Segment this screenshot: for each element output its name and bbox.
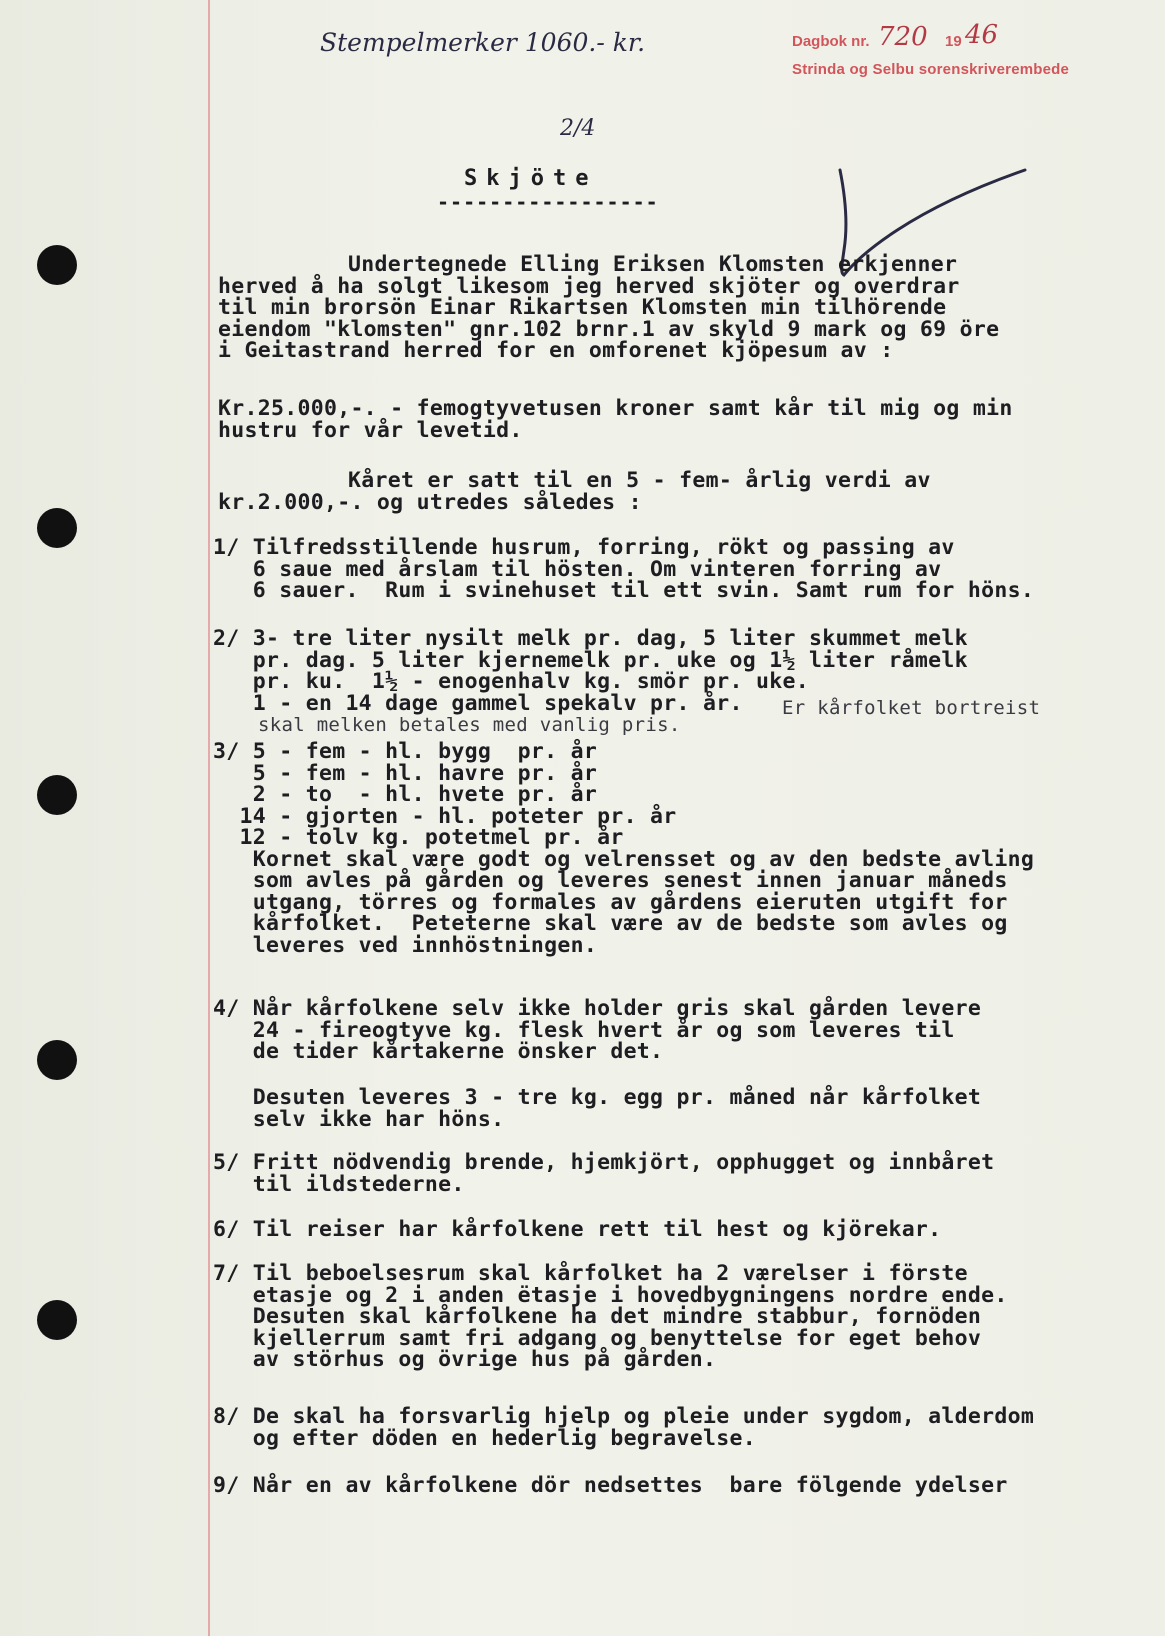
- item-3-line: Kornet skal være godt og velrensset og av den bedste avling: [213, 846, 1035, 872]
- item-7-line: Desuten skal kårfolkene ha det mindre stabbur, fornöden: [213, 1304, 982, 1329]
- kar-intro-line: Kåret er satt til en 5 - fem- årlig verdi av: [348, 468, 931, 493]
- item-5-line: til ildstederne.: [213, 1171, 465, 1197]
- item-1-line: 6 saue med årslam til hösten. Om vinteren forring av: [213, 556, 942, 582]
- item-3-line: kårfolket. Peteterne skal være av de bedste som avles og: [213, 911, 1008, 936]
- intro-line: herved å ha solgt likesom jeg herved skjöter og overdrar: [218, 273, 960, 299]
- title-underline: -----------------: [437, 190, 659, 214]
- item-3-line: 3/ 5 - fem - hl. bygg pr. år: [213, 739, 598, 764]
- punch-hole: [37, 775, 77, 815]
- item-2-addendum-line: Er kårfolket bortreist: [782, 697, 1041, 719]
- intro-line: eiendom "klomsten" gnr.102 brnr.1 av skyld 9 mark og 69 öre: [218, 316, 1000, 342]
- intro-line: Undertegnede Elling Eriksen Klomsten erkjenner: [348, 252, 958, 277]
- item-2-line: 2/ 3- tre liter nysilt melk pr. dag, 5 liter skummet melk: [213, 626, 968, 651]
- item-7-line: 7/ Til beboelsesrum skal kårfolket ha 2 værelser i förste: [213, 1261, 968, 1286]
- journal-label: Dagbok nr.: [792, 33, 870, 50]
- item-1-line: 6 sauer. Rum i svinehuset til ett svin. Samt rum for höns.: [213, 578, 1035, 603]
- item-4-extra-line: selv ikke har höns.: [213, 1106, 505, 1132]
- item-9-line: 9/ Når en av kårfolkene dör nedsettes bare fölgende ydelser: [213, 1473, 1008, 1498]
- journal-number: 720: [878, 22, 928, 52]
- item-8-line: 8/ De skal ha forsvarlig hjelp og pleie under sygdom, alderdom: [213, 1404, 1035, 1429]
- item-7-line: kjellerrum samt fri adgang og benyttelse for eget behov: [213, 1325, 982, 1351]
- price-line: Kr.25.000,-. - femogtyvetusen kroner samt kår til mig og min: [218, 396, 1013, 421]
- item-3-line: leveres ved innhöstningen.: [213, 932, 598, 958]
- price-line: hustru for vår levetid.: [218, 417, 523, 443]
- item-4-extra-line: Desuten leveres 3 - tre kg. egg pr. måned når kårfolket: [213, 1085, 982, 1110]
- item-7-line: etasje og 2 i anden ëtasje i hovedbygningens nordre ende.: [213, 1282, 1008, 1308]
- item-6-line: 6/ Til reiser har kårfolkene rett til hest og kjörekar.: [213, 1217, 942, 1242]
- margin-rule: [208, 0, 210, 1636]
- item-3-line: 12 - tolv kg. potetmel pr. år: [213, 825, 624, 850]
- item-4-line: de tider kårtakerne önsker det.: [213, 1039, 664, 1064]
- item-4-line: 24 - fireogtyve kg. flesk hvert år og som leveres til: [213, 1017, 955, 1043]
- item-7-line: av störhus og övrige hus på gården.: [213, 1347, 717, 1372]
- item-2-line: pr. dag. 5 liter kjernemelk pr. uke og 1½ liter råmelk: [213, 647, 968, 673]
- item-5-line: 5/ Fritt nödvendig brende, hjemkjört, opphugget og innbåret: [213, 1150, 995, 1175]
- kar-intro-line: kr.2.000,-. og utredes således :: [218, 489, 642, 515]
- item-1-line: 1/ Tilfredsstillende husrum, forring, rökt og passing av: [213, 535, 955, 560]
- item-4-line: 4/ Når kårfolkene selv ikke holder gris skal gården levere: [213, 996, 982, 1021]
- intro-line: i Geitastrand herred for en omforenet kjöpesum av :: [218, 338, 894, 363]
- document-title: Skjöte: [464, 166, 598, 191]
- item-2-line: 1 - en 14 dage gammel spekalv pr. år.: [213, 690, 743, 716]
- punch-hole: [37, 1300, 77, 1340]
- item-8-line: og efter döden en hederlig begravelse.: [213, 1425, 757, 1451]
- journal-year-prefix: 19: [945, 33, 962, 50]
- punch-hole: [37, 1040, 77, 1080]
- item-3-line: utgang, törres og formales av gårdens eieruten utgift for: [213, 889, 1008, 915]
- margin-note: 2/4: [560, 116, 596, 141]
- item-3-line: 5 - fem - hl. havre pr. år: [213, 760, 598, 786]
- punch-hole: [37, 245, 77, 285]
- journal-year: 46: [965, 20, 999, 50]
- stamp-duty-note: Stempelmerker 1060.- kr.: [320, 28, 646, 57]
- court-office-stamp: Strinda og Selbu sorenskriverembede: [792, 61, 1070, 78]
- intro-line: til min brorsön Einar Rikartsen Klomsten min tilhörende: [218, 295, 947, 320]
- item-2-addendum-line: skal melken betales med vanlig pris.: [258, 714, 681, 736]
- punch-hole: [37, 508, 77, 548]
- item-2-line: pr. ku. 1½ - enogenhalv kg. smör pr. uke.: [213, 669, 809, 694]
- item-3-line: 2 - to - hl. hvete pr. år: [213, 782, 598, 807]
- item-3-line: 14 - gjorten - hl. poteter pr. år: [213, 803, 677, 829]
- item-3-line: som avles på gården og leveres senest innen januar måneds: [213, 868, 1008, 893]
